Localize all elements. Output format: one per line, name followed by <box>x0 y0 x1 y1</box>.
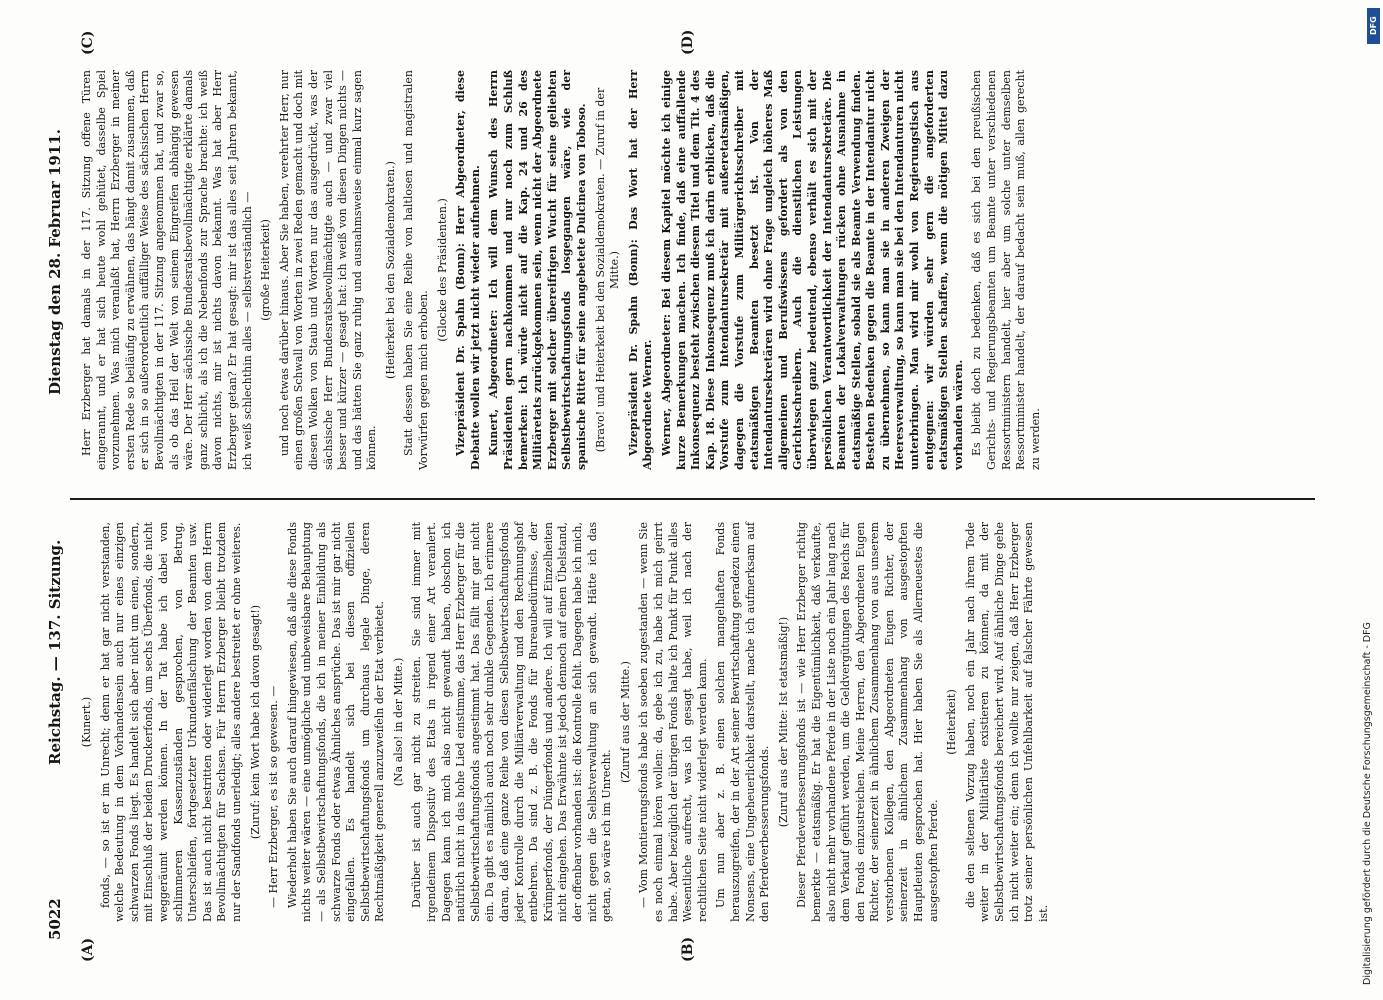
paragraph: Darüber ist auch gar nicht zu streiten. Sie sind immer mit irgendeinem Dispositiv des Etats in irgend einer Art veranlert. Dagegen kann ich mich also nicht gewandt haben, obschon ich natürlich nicht in das hohe Lied einstimme, das Herr Erzberger für die Selbstbewirtschaftungsfonds angestimmt hat. Das fällt mir gar nicht ein. Da gibt es nämlich auch noch sehr dunkle Gegenden. Ich erinnere daran, daß eine ganze Reihe von diesen Selbstbewirtschaftungsfonds jeder Kontrolle durch die Militärverwaltung und den Rechnungshof entbehren. Da sind z. B. die Fonds für Bureaubedürfnisse, der Krümperfonds, der Düngerfonds und andere. Ich will auf Einzelheiten nicht eingehen. Das Erwähnte ist jedoch dennoch auf einen Übelstand, der offenbar vorhanden ist: die Kontrolle fehlt. Dagegen habe ich mich, nicht gegen die Selbstverwaltung an sich gewandt. Hätte ich das getan, so wäre ich im Unrecht. <box>410 522 614 922</box>
paragraph: — Herr Erzberger, es ist so gewesen. — <box>267 685 281 908</box>
running-title-right: Dienstag den 28. Februar 1911. <box>46 129 64 395</box>
paragraph: (Heiterkeit bei den Sozialdemokraten.) <box>383 161 397 379</box>
paragraph: Vizepräsident Dr. Spahn (Bonn): Das Wort hat der Herr Abgeordnete Werner. <box>626 70 655 470</box>
paragraph: (Zuruf aus der Mitte.) <box>618 661 632 783</box>
paragraph: Vizepräsident Dr. Spahn (Bonn): Herr Abgeordneter, diese Debatte wollen wir jetzt nicht wieder aufnehmen. <box>454 70 482 470</box>
page-number: 5022 <box>46 898 64 940</box>
paragraph: und noch etwas darüber hinaus. Aber Sie haben, verehrter Herr, nur einen großen Schwall von Worten in zwei Reden gemacht und doch mit diesen Wolken von Staub und Worten nur das ausgedrückt, was der sächsische Herr Bundesratsbevollmächtigte auch — und zwar viel besser und kürzer — gesagt hat: ich weiß von diesen Dingen nichts — und das hätten Sie ganz ruhig und ausnahmsweise einmal kurz sagen können. <box>277 70 379 470</box>
paragraph: (Na also! in der Mitte.) <box>391 657 405 787</box>
margin-mark-a: (A) <box>80 937 96 962</box>
digitization-credit: Digitalisierung gefördert durch die Deutsche Forschungsgemeinschaft - DFG <box>1362 622 1373 985</box>
paragraph: Es bleibt doch zu bedenken, daß es sich bei den preußischen Gerichts- und Regierungsbeamten um Beamte unter verschiedenen Ressortministern handelt, hier aber um solche unter demselben Ressortminister handelt, der darauf bedacht sein muß, allen gerecht zu werden. <box>970 70 1042 470</box>
left-text-column <box>80 522 1055 922</box>
paragraph: (Zuruf aus der Mitte: Ist etatsmäßig!) <box>776 616 790 828</box>
paragraph: Statt dessen haben Sie eine Reihe von haltlosen und magistralen Vorwürfen gegen mich erhoben. <box>402 70 431 470</box>
rotated-page-content <box>40 20 1315 962</box>
paragraph: (Bravo! und Heiterkeit bei den Sozialdemokraten. — Zuruf in der Mitte.) <box>593 87 622 453</box>
paragraph: Herr Erzberger hat damals in der 117. Sitzung offene Türen eingerannt, und er hat sich heute wohl gehütet, dasselbe Spiel vorzunehmen. Was mich veranlaßt hat, Herrn Erzberger in meiner ersten Rede so beiläufig zu erwähnen, das hängt damit zusammen, daß er sich in so außerordentlich auffälliger Weise des sächsischen Herrn Bevollmächtigten in der 117. Sitzung angenommen hat, und zwar so, als ob das Heil der Welt von seinem Eingreifen abhängig gewesen wäre. Der Herr sächsische Bundesratsbevollmächtigte erklärte damals ganz schlicht, als ich die Nebenfonds zur Sprache brachte: ich weiß davon nichts, mir ist nichts davon bekannt. Was hat aber Herr Erzberger getan? Er hat gesagt: mir ist das alles seit Jahren bekannt, ich weiß schlechthin alles — selbstverständlich — <box>80 70 254 470</box>
paragraph: fonds, — so ist er im Unrecht; denn er hat gar nicht verstanden, welche Bedeutung in dem Vorhandensein auch nur eines einzigen schwarzen Fonds liegt. Es handelt sich aber nicht um einen, sondern, mit Einschluß der beiden Druckerfonds, um sechs Überfonds, die nicht weggeräumt werden können. In der Tat habe ich dabei von schlimmeren Kassenzuständen gesprochen, von Betrug, Unterschleifen, fortgesetzter Urkundenfälschung der Beamten usw. Das ist auch nicht bestritten oder widerlegt worden von dem Herrn Bevollmächtigten für Sachsen. Für Herrn Erzberger bleibt trotzdem nur der Sandfonds unerledigt; alles andere bestreitet er ohne weiteres. <box>98 522 243 922</box>
column-divider <box>70 498 1315 500</box>
dfg-logo: DFG <box>1367 8 1380 44</box>
paragraph: (große Heiterkeit) <box>259 219 273 321</box>
paragraph: — Vom Montierungsfonds habe ich soeben zugestanden — wenn Sie es noch einmal hören wollen: da, gebe ich zu, habe ich mich geirrt habe. Aber bezüglich der übrigen Fonds halte ich Punkt für Punkt alles Wesentliche aufrecht, was ich gesagt habe, weil ich nach der rechtlichen Seite nicht widerlegt werden kann. <box>637 522 709 922</box>
paragraph: Kunert, Abgeordneter: Ich will dem Wunsch des Herrn Präsidenten gern nachkommen und nur noch zum Schluß bemerken: ich würde nicht auf die Kap. 24 und 26 des Militäretats zurückgekommen sein, wenn nicht der Abgeordnete Erzberger mit solcher übereifrigen Wucht für seine geliebten Selbstbewirtschaftungsfonds losgegangen wäre, wie der spanische Ritter für seine angebetete Dulcinea von Toboso. <box>487 70 588 470</box>
paragraph: Wiederholt haben Sie auch darauf hingewiesen, daß alle diese Fonds nichts weiter wären — eine unmögliche und unbeweisbare Behauptung — als Selbstbewirtschaftungsfonds, die ich in meiner Einbildung als schwarze Fonds oder etwas Ähnliches ansprüche. Das ist mir gar nicht eingefallen. Es handelt sich bei diesen offiziellen Selbstbewirtschaftungsfonds um durchaus legale Dinge, deren Rechtmäßigkeit generell anzuzweifeln der Etat verbietet. <box>285 522 387 922</box>
paragraph: Dieser Pferdeverbesserungsfonds ist — wie Herr Erzberger richtig bemerkte — etatsmäßig. Er hat die Eigentümlichkeit, daß verkaufte, also nicht mehr vorhandene Pferde in der Liste noch ein Jahr lang nach dem Verkauf geführt werden, um die Geldvergütungen des Reichs für den Fonds einzustreichen. Meine Herren, den Abgeordneten Eugen Richter, der seinerzeit in ähnlichem Zusammenhang von aus unserem verstorbenen Kollegen, den Abgeordneten Eugen Richter, der seinerzeit in ähnlichem Zusammenhang von ausgestopften Hauptleuten gesprochen hat. Hier haben Sie als Allerneuestes die ausgestopften Pferde. <box>795 522 940 922</box>
paragraph: (Heiterkeit) <box>945 689 959 755</box>
paragraph: (Zuruf: kein Wort habe ich davon gesagt!) <box>248 604 262 840</box>
paragraph: (Glocke des Präsidenten.) <box>435 198 449 342</box>
paragraph: Um nun aber z. B. einen solchen mangelhaften Fonds herauszugreifen, der in der Art seiner Bewirtschaftung geradezu einen Nonsens, eine Ungeheuerlichkeit darstellt, mache ich aufmerksam auf den Pferdeverbesserungsfonds. <box>714 522 772 922</box>
margin-mark-b: (B) <box>680 936 696 962</box>
paragraph: Werner, Abgeordneter: Bei diesem Kapitel möchte ich einige kurze Bemerkungen machen. Ich finde, daß eine auffallende Inkonsequenz besteht zwischen diesem Titel und dem Tit. 4 des Kap. 18. Diese Inkonsequenz muß ich darin erblicken, daß die Vorstufe zum Intendantursekretär mit außeretatsmäßigen, dagegen die Vorstufe zum Militärgerichtsschreiber mit etatsmäßigen Beamten besetzt ist. Von der Intendantursekretären wird ohne Frage ungleich höheres Maß allgemeinen und Berufswissens gefordert als von den Gerichtsschreibern. Auch die dienstlichen Leistungen überwiegen ganz bedeutend, ebenso verhält es sich mit der persönlichen Verantwortlichkeit der Intendantursekretäre. Die Beamten der Lokalverwaltungen rücken ohne Ausnahme in etatsmäßige Stellen, sobald sie als Beamte Verwendung finden. Bestehen Bedenken gegen die Beamte in der Intendantur nicht zu übernehmen, so kann man sie in anderen Zweigen der Heeresverwaltung, so kann man sie bei den Intendanturen nicht unterbringen. Man wird mir wohl von Regierungstisch aus entgegnen: wir würden sehr gern die angeforderten etatsmäßigen Stellen schaffen, wenn die nötigen Mittel dazu vorhanden wären. <box>659 70 965 470</box>
running-title-left: Reichstag. — 137. Sitzung. <box>46 539 64 765</box>
paragraph: (Kunert.) <box>80 696 93 748</box>
right-text-column <box>80 70 1047 470</box>
paragraph: die den seltenen Vorzug haben, noch ein Jahr nach ihrem Tode weiter in der Militärliste existieren zu können, da mit der Selbstbewirtschaftungsfonds bereichert wird. Auf ähnliche Dinge gehe ich nicht weiter ein; denn ich wollte nur zeigen, daß Herr Erzberger trotz seiner persönlichen Unfehlbarkeit auf falscher Fährte gewesen ist. <box>963 522 1050 922</box>
margin-mark-d: (D) <box>680 29 696 55</box>
margin-mark-c: (C) <box>80 30 96 55</box>
